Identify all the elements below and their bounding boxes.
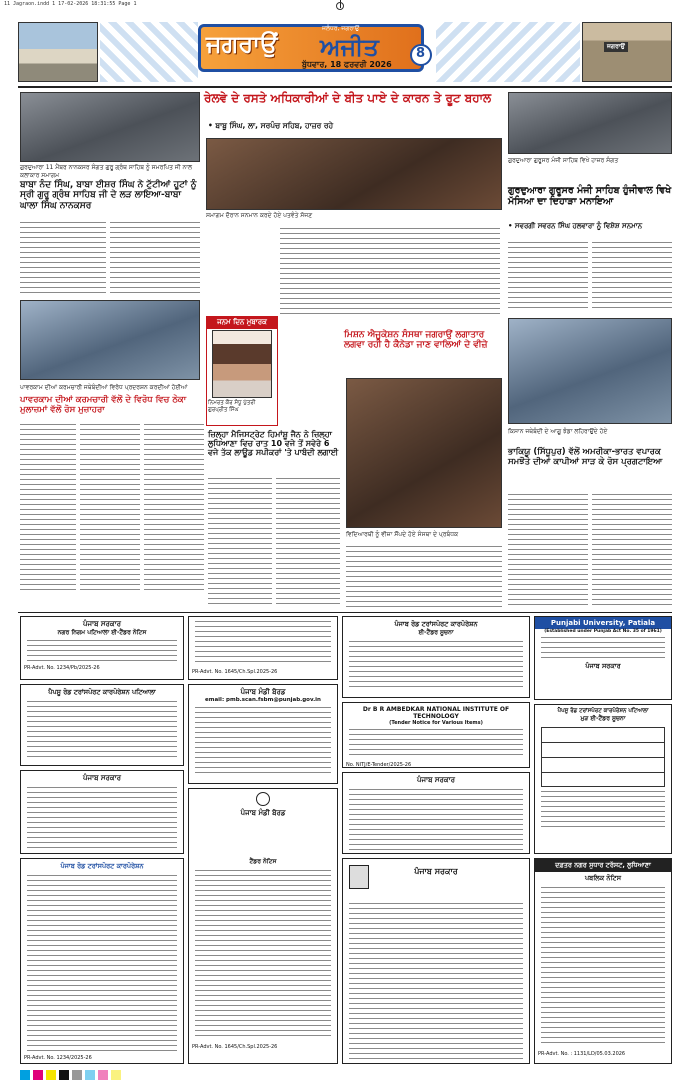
ad-email: email: pmb.scan.fsbm@punjab.gov.in [205,697,321,703]
ad-sub: (Tender Notice for Various Items) [389,720,483,726]
ad-text [27,701,177,761]
right-photo-caption: ਗੁਰਦੁਆਰਾ ਗੁਰੂਸਰ ਮੰਜੀ ਸਾਹਿਬ ਵਿਖੇ ਹਾਜ਼ਰ ਸੰਗਤ [508,157,619,164]
center-top-photo [206,138,502,210]
ad-table [541,727,665,787]
page-number: 8 [416,46,426,61]
ad-title: ਪੰਜਾਬ ਮੰਡੀ ਬੋਰਡ [240,688,286,696]
ad-body: ਪੰਜਾਬ ਸਰਕਾਰ [585,662,621,670]
bku-story-body [508,494,588,608]
building-sign: ਜਗਰਾਉਂ [604,42,628,52]
colour-chip-grey [72,1070,82,1080]
colour-chip-yellow-2 [111,1070,121,1080]
mission-headline: ਮਿਸ਼ਨ ਐਜੂਕੇਸ਼ਨ ਸੰਸਥਾ ਜਗਰਾਉਂ ਲਗਾਤਾਰ ਲਗਵਾ ਰਹੀ ਹੈ ਕੈਨੇਡਾ ਜਾਣ ਵਾਲਿਆਂ ਦੇ ਵੀਜ਼ੇ [344,330,488,351]
ad-punjabi-university [534,616,672,700]
dm-headline: ਜ਼ਿਲ੍ਹਾ ਮੈਜਿਸਟ੍ਰੇਟ ਹਿਮਾਂਸ਼ੂ ਜੈਨ ਨੇ ਜ਼ਿਲ੍ਹਾ ਲੁਧਿਆਣਾ ਵਿਚ ਰਾਤ 10 ਵਜੇ ਤੋਂ ਸਵੇਰੇ 6 ਵਜੇ ਤੱਕ ਲਾਊਡ ਸਪੀਕਰਾਂ 'ਤੇ ਪਾਬੰਦੀ ਲਗਾਈ [208,430,339,458]
right-subheadline: • ਸਵਰਗੀ ਸਵਰਨ ਸਿੰਘ ਹਲਵਾਰਾ ਨੂੰ ਵਿਸ਼ੇਸ਼ ਸਨਮਾਨ [508,222,643,230]
ad-title: ਪੰਜਾਬ ਸਰਕਾਰ [82,774,121,782]
ad-nit-jalandhar [342,702,530,768]
right-story-body [508,242,588,312]
ad-improvement-trust [534,858,672,1064]
ad-text [349,641,523,691]
ad-prtc [20,858,184,1064]
colour-chip-cyan-2 [85,1070,95,1080]
dm-story-body [208,478,272,608]
ad-punjab-govt-3 [342,772,530,854]
ad-sub: ਪਬਲਿਕ ਨੋਟਿਸ [584,874,622,882]
ad-title: ਪੰਜਾਬ ਮੰਡੀ ਬੋਰਡ [240,809,286,817]
masthead-right-photo [582,22,672,82]
ad-ref: PR-Advt. No. : 1131/LD/05.03.2026 [538,1051,626,1057]
ad-title: ਪੰਜਾਬ ਸਰਕਾਰ [414,867,458,876]
masthead-section-name: ਜਗਰਾਉਂ [206,30,278,58]
ad-punjab-govt-2 [20,770,184,854]
ad-mandi-board-tender [188,788,338,1064]
ad-mandi-board-2 [188,684,338,784]
ad-text [541,637,665,659]
ad-pepsu-retender [534,704,672,854]
ad-punjab-govt-4 [342,858,530,1064]
masthead-paper-name: ਅਜੀਤ [320,32,379,61]
masthead-date: ਬੁੱਧਵਾਰ, 18 ਫਰਵਰੀ 2026 [302,60,392,69]
birthday-photo [212,330,272,398]
ad-title: ਦਫ਼ਤਰ ਨਗਰ ਸੁਧਾਰ ਟਰੱਸਟ, ਲੁਧਿਆਣਾ [535,859,671,872]
ad-text [195,870,331,1040]
ad-text [349,903,523,1063]
ad-ref: PR-Advt. No. 1234/Pb/2025-26 [24,665,100,671]
birthday-label: ਜਨਮ ਦਿਨ ਮੁਬਾਰਕ [206,316,278,329]
ad-text [27,640,177,662]
ad-title: Dr B R AMBEDKAR NATIONAL INSTITUTE OF TECHNOLOGY [362,706,510,720]
right-top-photo [508,92,672,154]
mid-left-photo [20,300,200,380]
left-story-body-2 [110,222,200,294]
left-photo-caption: ਗੁਰਦੁਆਰਾ 11 ਮੈਂਬਰ ਨਾਨਕਸਰ ਸੰਗਤ ਗੁਰੂ ਗ੍ਰੰਥ ਸਾਹਿਬ ਨੂੰ ਸਮਰਪਿਤ ਜੀ ਨਾਲ ਕਲਾਕਾਰ ਸਮਾਗਮ [20,164,193,179]
ad-title: ਪੈਪਸੂ ਰੋਡ ਟਰਾਂਸਪੋਰਟ ਕਾਰਪੋਰੇਸ਼ਨ ਪਟਿਆਲਾ [48,688,156,696]
ads-rule [18,612,672,613]
mid-left-caption: ਪਾਵਰਕਾਮ ਦੀਆਂ ਕਰਮਚਾਰੀ ਜਥੇਬੰਦੀਆਂ ਵਿਰੋਧ ਪ੍ਰਦਰਸ਼ਨ ਕਰਦੀਆਂ ਹੋਈਆਂ [20,384,188,391]
masthead-pattern-right [436,22,580,82]
ad-sub: ਮੁੜ ਈ-ਟੈਂਡਰ ਸੂਚਨਾ [580,715,626,722]
masthead-rule [18,86,672,88]
mission-photo [346,378,502,528]
top-headline: ਰੇਲਵੇ ਦੇ ਰਸਤੇ ਅਧਿਕਾਰੀਆਂ ਦੇ ਬੀਤ ਪਾਏ ਦੇ ਕਾਰਨ ਤੇ ਰੂਟ ਬਹਾਲ [204,91,492,105]
ad-text [349,729,523,759]
colour-chip-cyan [20,1070,30,1080]
colour-chip-black [59,1070,69,1080]
ad-body: ਟੈਂਡਰ ਨੋਟਿਸ [249,858,277,865]
bku-story-body-2 [592,494,672,608]
dm-story-body-2 [276,478,340,608]
colour-chip-yellow [46,1070,56,1080]
bku-headline: ਭਾਕਿਯੂ (ਸਿੱਧੂਪੁਰ) ਵੱਲੋਂ ਅਮਰੀਕਾ-ਭਾਰਤ ਵਪਾਰਕ ਸਮਝੌਤੇ ਦੀਆਂ ਕਾਪੀਆਂ ਸਾੜ ਕੇ ਰੋਸ ਪ੍ਰਗਟਾਇਆ [508,447,663,467]
ad-title: ਪੰਜਾਬ ਸਰਕਾਰ [416,776,455,784]
print-line: 11 Jagraon.indd 1 17-02-2026 18:31:55 Page 1 [4,1,137,7]
colour-chip-magenta-2 [98,1070,108,1080]
birthday-caption: ਨਿਮਰਤ ਕੌਰ ਸੰਧੂ ਪੁੱਤਰੀ ਗੁਰਪ੍ਰੀਤ ਸਿੰਘ [208,400,256,413]
center-photo-caption: ਸਮਾਗਮ ਦੌਰਾਨ ਸਨਮਾਨ ਕਰਦੇ ਹੋਏ ਪਤਵੰਤੇ ਸੱਜਣ [206,212,313,219]
ad-ref: No. NITJ/E-Tender/2025-26 [346,762,412,768]
mission-story-body [346,546,502,608]
ad-title: ਪੰਜਾਬ ਰੋਡ ਟਰਾਂਸਪੋਰਟ ਕਾਰਪੋਰੇਸ਼ਨ [394,620,478,628]
ad-road-transport [342,616,530,698]
left-story-body [20,222,106,294]
mid-story-body [20,424,76,594]
masthead-pattern [100,22,198,82]
emblem-icon [256,792,270,806]
ad-title: Punjabi University, Patiala [535,617,671,629]
center-story-body [280,228,500,314]
ad-text [541,791,665,831]
ad-body: ਨਗਰ ਨਿਗਮ ਪਟਿਆਲਾ ਈ-ਟੈਂਡਰ ਨੋਟਿਸ [57,629,147,636]
emblem-icon [349,865,369,889]
mission-caption: ਵਿਦਿਆਰਥੀ ਨੂੰ ਵੀਜ਼ਾ ਸੌਂਪਦੇ ਹੋਏ ਸੰਸਥਾ ਦੇ ਪ੍ਰਬੰਧਕ [346,531,459,538]
left-top-photo [20,92,200,162]
flag-photo [508,318,672,424]
colour-chip-magenta [33,1070,43,1080]
ad-sub: (Established under Punjab Act No. 35 of 1961) [544,629,662,634]
ad-body: ਈ-ਟੈਂਡਰ ਸੂਚਨਾ [418,629,454,636]
ad-title: ਪੰਜਾਬ ਰੋਡ ਟਰਾਂਸਪੋਰਟ ਕਾਰਪੋਰੇਸ਼ਨ [60,862,144,870]
ad-municipal-corp [20,616,184,680]
ad-text [195,621,331,665]
mid-story-body-3 [144,424,204,594]
ad-text [27,875,177,1051]
mid-story-body-2 [80,424,140,594]
colour-bar [20,1070,670,1082]
flag-caption: ਕਿਸਾਨ ਜਥੇਬੰਦੀ ਦੇ ਆਗੂ ਝੰਡਾ ਲਹਿਰਾਉਂਦੇ ਹੋਏ [508,428,608,435]
top-subheadline: • ਬਾਬੂ ਸਿੰਘ, ਲਾ, ਸਰਪੰਚ ਸਹਿਬ, ਹਾਜ਼ਰ ਰਹੇ [208,121,334,130]
ad-mandi-board [188,616,338,680]
ad-ref: PR-Advt. No. 1645/Ch.Spl.2025-26 [192,1044,278,1050]
ad-text [27,787,177,849]
registration-mark-icon [336,2,344,10]
right-story-body-2 [592,242,672,312]
ad-text [195,707,331,773]
ad-ref: PR-Advt. No. 1234/2025-26 [24,1055,92,1061]
masthead-left-photo [18,22,98,82]
ad-text [541,887,665,1047]
mid-headline: ਪਾਵਰਕਾਮ ਦੀਆਂ ਕਰਮਚਾਰੀ ਵੱਲੋਂ ਦੇ ਵਿਰੋਧ ਵਿਚ ਠੇਕਾ ਮੁਲਾਜ਼ਮਾਂ ਵੱਲੋਂ ਰੋਸ ਮੁਜ਼ਾਹਰਾ [20,395,187,415]
ad-pepsu-transport [20,684,184,766]
ad-text [349,789,523,851]
ad-ref: PR-Advt. No. 1645/Ch.Spl.2025-26 [192,669,278,675]
ad-title: ਪੰਜਾਬ ਸਰਕਾਰ [82,620,121,628]
right-headline: ਗੁਰਦੁਆਰਾ ਗੁਰੂਸਰ ਮੰਜੀ ਸਾਹਿਬ ਹੁੰਜੀਵਾਲ ਵਿਖੇ ਮੱਸਿਆ ਦਾ ਦਿਹਾੜਾ ਮਨਾਇਆ [508,185,672,207]
ad-title: ਪੈਪਸੂ ਰੋਡ ਟਰਾਂਸਪੋਰਟ ਕਾਰਪੋਰੇਸ਼ਨ ਪਟਿਆਲਾ [557,708,649,714]
masthead-tagline: ਜਲੰਧਰ, ਜਗਰਾਉਂ [322,25,360,32]
left-headline: ਬਾਬਾ ਨੰਦ ਸਿੰਘ, ਬਾਬਾ ਈਸ਼ਰ ਸਿੰਘ ਨੇ ਟੁੱਟੀਆਂ ਹੂਟਾਂ ਨੂੰ ਸ੍ਰੀ ਗੁਰੂ ਗ੍ਰੰਥ ਸਾਹਿਬ ਜੀ ਦੇ ਲੜ ਲਾਇਆ-ਬਾਬਾ ਘਾਲਾ ਸਿੰਘ ਨਾਨਕਸਰ [20,180,197,211]
